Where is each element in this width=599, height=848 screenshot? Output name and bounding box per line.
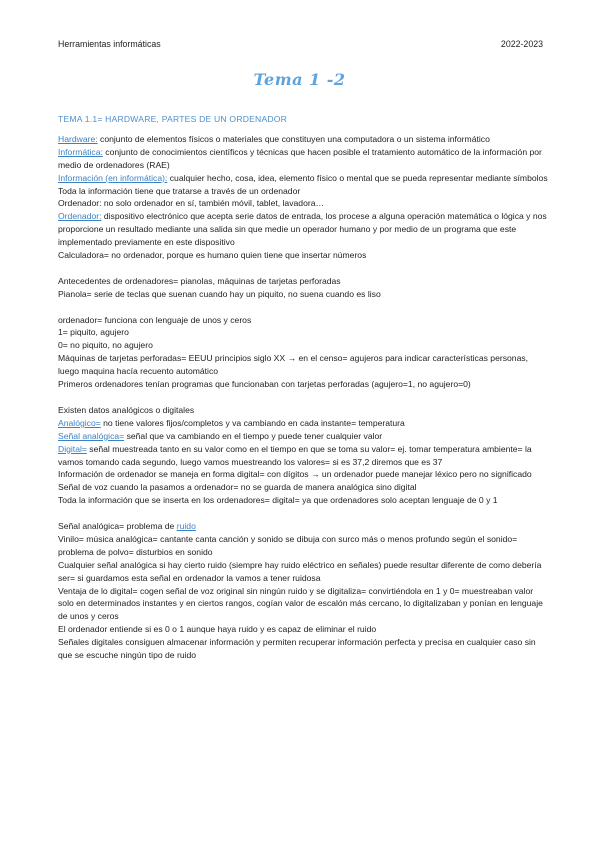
note-calculadora: Calculadora= no ordenador, porque es humano quien tiene que insertar números bbox=[58, 250, 367, 261]
note-line: Ordenador: no solo ordenador en sí, también móvil, tablet, lavadora… bbox=[58, 198, 325, 209]
note-line: Existen datos analógicos o digitales bbox=[58, 404, 195, 415]
note-line: Información de ordenador se maneja en forma digital= con dígitos → un ordenador puede manejar léxico pero no significado bbox=[58, 469, 532, 480]
term-hardware: Hardware: bbox=[58, 133, 98, 144]
section-heading: TEMA 1.1= HARDWARE, PARTES DE UN ORDENADOR bbox=[58, 114, 288, 124]
document-body bbox=[58, 113, 548, 662]
term-digital: Digital= bbox=[58, 443, 87, 454]
note-line: Primeros ordenadores tenían programas que funcionaban con tarjetas perforadas (agujero=1, no agujero=0) bbox=[58, 379, 471, 390]
term-informacion: Información (en informática): bbox=[58, 172, 168, 183]
note-line: Antecedentes de ordenadores= pianolas, máquinas de tarjetas perforadas bbox=[58, 275, 341, 286]
note-line: El ordenador entiende si es 0 o 1 aunque haya ruido y es capaz de eliminar el ruido bbox=[58, 624, 377, 635]
definition-digital: Digital= señal muestreada tanto en su valor como en el tiempo en que se toma su valor= ej. tomar temperatura ambiente= la vamos tomando cada segundo, luego vamos muestreando los valores= si es 37,2 diremos que es 37 bbox=[58, 443, 532, 467]
definition-informatica: Informática: conjunto de conocimientos científicos y técnicas que hacen posible el tratamiento automático de la información por medio de ordenadores (RAE) bbox=[58, 146, 542, 170]
note-line: Cualquier señal analógica si hay cierto ruido (siempre hay ruido eléctrico en señales) puede resultar diferente de como debería ser= si guardamos esta señal en ordenador la vamos a tener ruidosa bbox=[58, 559, 542, 583]
note-line: Señales digitales consiguen almacenar información y permiten recuperar información perfecta y precisa en cualquier caso sin que se escuche ningún tipo de ruido bbox=[58, 637, 536, 661]
definition-senal-analogica: Señal analógica= señal que va cambiando en el tiempo y puede tener cualquier valor bbox=[58, 430, 383, 441]
term-senal-analogica: Señal analógica= bbox=[58, 430, 125, 441]
term-ordenador: Ordenador: bbox=[58, 211, 102, 222]
note-line: ordenador= funciona con lenguaje de unos y ceros bbox=[58, 314, 252, 325]
note-line: Ventaja de lo digital= cogen señal de voz original sin ningún ruido y se digitaliza= convirtiéndola en 1 y 0= muestreaban valor solo en determinados instantes y en ciertos rangos, cogían valor de escalón más cercano, lo digitalizaban y ponían en lenguaje de unos y ceros bbox=[58, 585, 543, 622]
term-ruido: ruido bbox=[176, 521, 196, 532]
note-line: 0= no piquito, no agujero bbox=[58, 340, 153, 351]
note-line: Máquinas de tarjetas perforadas= EEUU principios siglo XX → en el censo= agujeros para indicar características personas, luego maquina hacía recuento automático bbox=[58, 353, 529, 377]
header-course: Herramientas informáticas bbox=[58, 39, 161, 49]
page-title: Tema 1 -2 bbox=[253, 70, 346, 89]
header-year: 2022-2023 bbox=[500, 39, 543, 49]
note-line: Toda la información tiene que tratarse a través de un ordenador bbox=[58, 185, 301, 196]
term-analogico: Analógico= bbox=[58, 417, 101, 428]
note-line: Señal de voz cuando la pasamos a ordenador= no se guarda de manera analógica sino digital bbox=[58, 482, 417, 493]
definition-analogico: Analógico= no tiene valores fijos/completos y va cambiando en cada instante= temperatura bbox=[58, 417, 405, 428]
ruido-heading: Señal analógica= problema de ruido bbox=[58, 521, 196, 532]
definition-ordenador: Ordenador: dispositivo electrónico que acepta serie datos de entrada, los procese a alguna operación matemática o lógica y nos proporcione un resultado mediante una salida sin que medie un operador humano y por medio de un programa que este implementado previamente en este dispositivo bbox=[58, 211, 547, 248]
term-informatica: Informática: bbox=[58, 146, 103, 157]
note-line: Toda la información que se inserta en los ordenadores= digital= ya que ordenadores solo aceptan lenguaje de 0 y 1 bbox=[58, 495, 498, 506]
definition-informacion: Información (en informática): cualquier hecho, cosa, idea, elemento físico o mental que se pueda representar mediante símbolos bbox=[58, 172, 548, 183]
note-line: Vinilo= música analógica= cantante canta canción y sonido se dibuja con surco más o menos profundo según el sonido= problema de polvo= disturbios en sonido bbox=[58, 533, 518, 557]
definition-hardware: Hardware: conjunto de elementos físicos o materiales que constituyen una computadora o un sistema informático bbox=[58, 133, 490, 144]
note-line: Pianola= serie de teclas que suenan cuando hay un piquito, no suena cuando es liso bbox=[58, 288, 381, 299]
note-line: 1= piquito, agujero bbox=[58, 327, 129, 338]
